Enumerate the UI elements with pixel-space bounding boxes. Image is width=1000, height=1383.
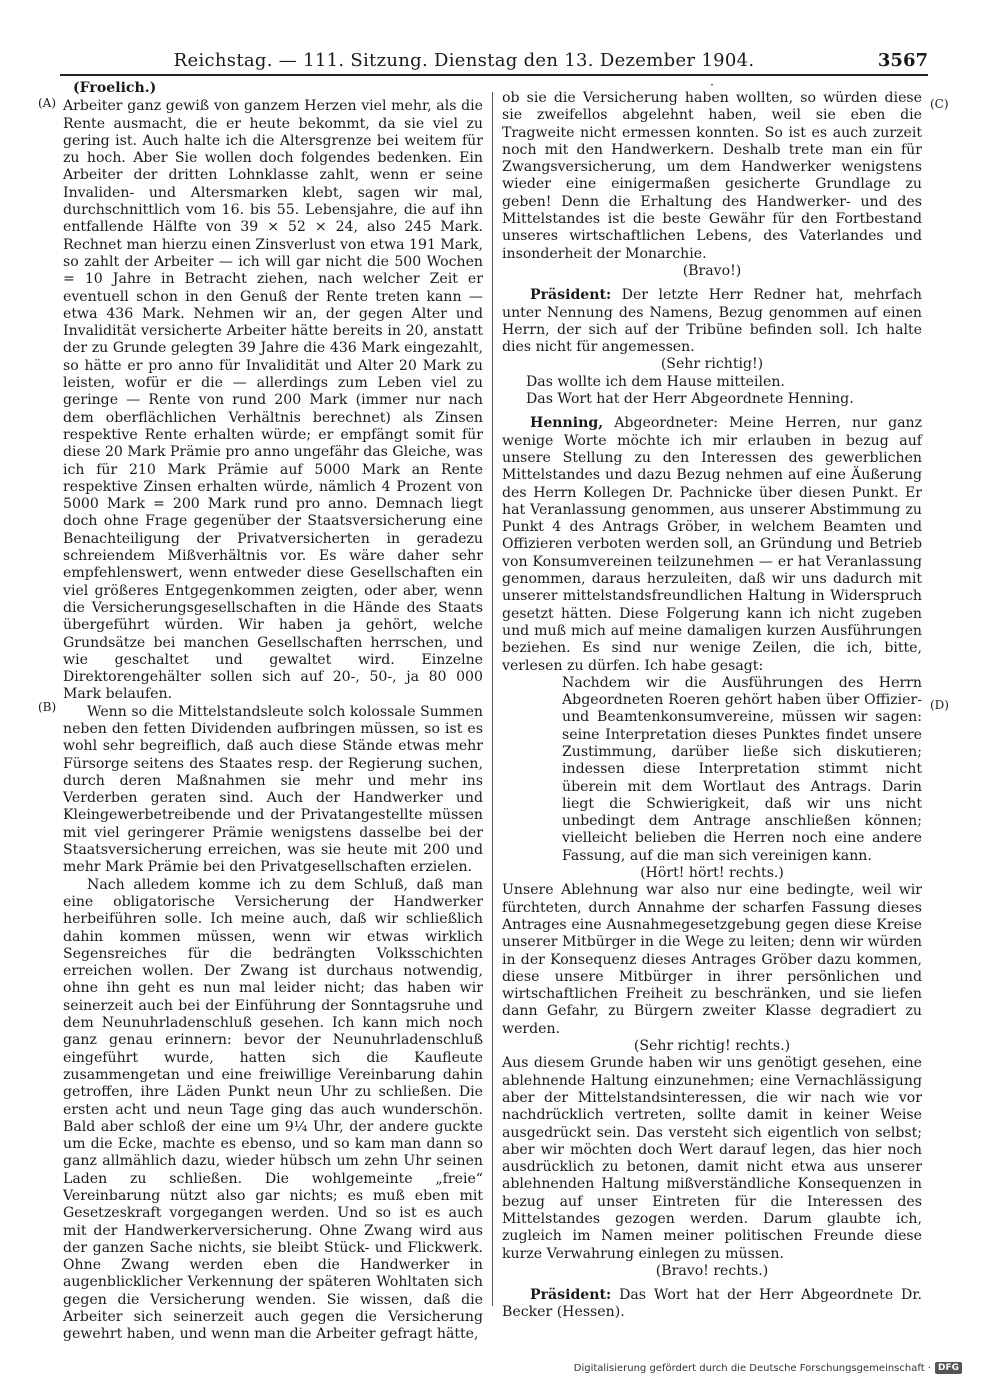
statement-text: Abgeordneter: Meine Herren, nur ganz wenige Worte möchte ich mir erlauben in bezug auf unsere Stellung zu den Interessen des gewerblichen Mittelstandes und dazu Bezug nehmen auf eine Äußerung des Herrn Kollegen Dr. Pachnicke über diesen Punkt. Er hat Veranlassung genommen, aus unserer Abstimmung zu Punkt 4 des Antrags Gröber, in welchem Beamten und Offizieren verboten werden soll, an Gründung und Betrieb von Konsumvereinen teilzunehmen — er hat Veranlassung genommen, daraus herzuleiten, daß wir uns dadurch mit unserer mittelstandsfreundlichen Haltung in Widerspruch gesetzt hätten. Diese Folgerung kann ich nicht zugeben und muß mich auf meine damaligen kurzen Ausführungen beziehen. Es sind nur wenige Zeilen, die ich, bitte, verlesen zu dürfen. Ich habe gesagt:	[502, 415, 922, 674]
quotation: Nachdem wir die Ausführungen des Herrn Abgeordneten Roeren gehört haben über Offizier- und Beamtenkonsumvereine, müssen wir sagen: seine Interpretation dieses Punktes findet unsere Zustimmung, darüber ließe sich diskutieren; indessen diese Interpretation stimmt nicht überein mit dem Wortlaut des Antrags. Darin liegt die Schwierigkeit, daß wir uns nicht unbedingt dem Antrage anschließen können; vielleicht belieben die Herren noch eine andere Fassung, auf die man sich vereinigen kann.	[562, 674, 922, 864]
left-column	[63, 80, 483, 1344]
interjection: (Bravo! rechts.)	[655, 1262, 769, 1279]
interjection: (Bravo!)	[682, 262, 742, 279]
column-divider	[492, 92, 493, 1306]
paragraph: Aus diesem Grunde haben wir uns genötigt gesehen, eine ablehnende Haltung einzunehmen; eine Vernachlässigung aber der Mittelstandsinteressen, die wir nach wie vor nachdrücklich vertreten, sollte damit in keiner Weise ausgedrückt sein. Das versteht sich eigentlich von selbst; aber wir möchten doch Wert darauf legen, das hier noch ausdrücklich zu betonen, damit nicht etwa aus unserer ablehnenden Haltung mißverständliche Konsequenzen in bezug auf unser Eintreten für die Interessen des Mittelstandes gezogen werden. Darum glaubte ich, zugleich im Namen meiner politischen Freunde diese kurze Verwahrung einlegen zu müssen.	[502, 1055, 922, 1262]
paragraph: Nach alledem komme ich zu dem Schluß, daß man eine obligatorische Versicherung der Handwerker herbeiführen solle. Ich meine auch, daß wir schließlich dahin kommen müssen, wenn wir etwas wirklich Segensreiches für die bedrängten Volksschichten erreichen wollen. Der Zwang ist durchaus notwendig, ohne ihn geht es nun mal leider nicht; das haben wir seinerzeit auch bei der Einführung der Sonntagsruhe und dem Neunuhrladenschluß gesehen. Ich kann mich noch ganz genau erinnern: bevor der Neunuhrladenschluß eingeführt wurde, hatten sich die Kaufleute zusammengetan und eine freiwillige Vereinbarung dahin getroffen, ihre Läden Punkt neun Uhr zu schließen. Die ersten acht und neun Tage ging das auch wunderschön. Bald aber schloß der eine um 9¼ Uhr, der andere guckte um die Ecke, machte es ebenso, und so kam man dann so ganz allmählich dazu, wieder hübsch um zehn Uhr seinen Laden zu schließen. Die wohlgemeinte „freie“ Vereinbarung nützt also gar nichts; es muß eben mit Gesetzeskraft vorgegangen werden. Und so ist es auch mit der Handwerkerversicherung. Ohne Zwang wird aus der ganzen Sache nichts, sie bleibt Stück- und Flickwerk. Ohne Zwang werden eben die Handwerker in augenblicklicher Verkennung der späteren Wohltaten sich gegen die Versicherung wenden. Sie wissen, daß die Arbeiter sich seinerzeit auch gegen die Versicherung gewehrt haben, und wenn man die Arbeiter gefragt hätte,	[63, 876, 483, 1343]
paragraph: Das Wort hat der Herr Abgeordnete Henning.	[526, 391, 854, 408]
page-header	[60, 50, 928, 76]
speech	[502, 415, 922, 674]
credit-text: Digitalisierung gefördert durch die Deutsche Forschungsgemeinschaft ·	[573, 1362, 931, 1374]
margin-marker-c: (C)	[930, 97, 949, 111]
president-statement	[502, 287, 922, 356]
speaker-name: Henning,	[530, 415, 604, 432]
speaker-continuation: (Froelich.)	[73, 80, 157, 96]
interjection: (Sehr richtig! rechts.)	[633, 1038, 791, 1055]
interjection: (Sehr richtig!)	[660, 356, 764, 373]
margin-marker-d: (D)	[930, 698, 949, 712]
paragraph: Das wollte ich dem Hause mitteilen.	[526, 373, 785, 390]
president-statement	[502, 1287, 922, 1322]
speaker-name: Präsident:	[530, 1287, 612, 1304]
paragraph: ob sie die Versicherung haben wollten, so würden diese sie zweifellos abgelehnt haben, weil sie eben die Tragweite nicht ermessen konnten. So ist es auch zurzeit noch mit den Handwerkern. Deshalb trete man ein für Zwangsversicherung, um dem Handwerker wenigstens wieder eine einigermaßen gesicherte Grundlage zu geben! Denn die Erhaltung des Handwerker- und des Mittelstandes ist die beste Gewähr für den Fortbestand unseres wirtschaftlichen Lebens, des Vaterlandes und insonderheit der Monarchie.	[502, 90, 922, 262]
running-title: Reichstag. — 111. Sitzung. Dienstag den 13. Dezember 1904.	[173, 50, 755, 71]
interjection: (Hört! hört! rechts.)	[640, 865, 784, 882]
statement-text: Das Wort hat der Herr Abgeordnete Dr. Becker (Hessen).	[502, 1287, 922, 1321]
digitization-credit	[574, 1362, 962, 1374]
paragraph: Unsere Ablehnung war also nur eine bedingte, weil wir fürchteten, durch Annahme der scharfen Fassung dieses Antrages eine Ausnahmegesetzgebung gegen diese Kreise unserer Mitbürger in die Wege zu leiten; denn wir würden in der Konsequenz dieses Antrages Gröber dazu kommen, diese unsere Mitbürger in ihrer persönlichen und wirtschaftlichen Freiheit zu beschränken, und sie liefen dann Gefahr, zu Bürgern zweiter Klasse degradiert zu werden.	[502, 882, 922, 1037]
right-column	[502, 80, 922, 1322]
paragraph: Arbeiter ganz gewiß von ganzem Herzen viel mehr, als die Rente ausmacht, die er heute bekommt, da sie viel zu gering ist. Auch halte ich die Altersgrenze bei weitem für zu hoch. Aber Sie wollen doch folgendes bedenken. Ein Arbeiter der dritten Lohnklasse zahlt, wenn er seine Invaliden- und Altersmarken klebt, sagen wir mal, durchschnittlich vom 16. bis 55. Lebensjahre, die auf ihn entfallende Hälfte von 39 × 52 × 24, also 245 Mark. Rechnet man hierzu einen Zinsverlust von etwa 191 Mark, so zahlt der Arbeiter — ich will gar nicht die 500 Wochen = 10 Jahre in Betracht ziehen, nach welcher Zeit er eventuell schon in den Genuß der Rente treten kann — etwa 436 Mark. Nehmen wir an, der gegen Alter und Invalidität versicherte Arbeiter hätte bereits in 20, anstatt der zu Grunde gelegten 39 Jahre die 436 Mark eingezahlt, so hätte er pro anno für Invalidität und Alter 20 Mark zu leisten, wofür er die — allerdings zum Leben viel zu geringe — Rente von rund 200 Mark (immer nur nach dem oberflächlichen Verhältnis berechnet) als Zinsen respektive Rente erhalten würde; er empfängt somit für diese 20 Mark Prämie pro anno ungefähr das Gleiche, was ich für 210 Mark Prämie auf 5000 Mark an Rente respektive Zinsen erhalten würde, nämlich 4 Prozent von 5000 Mark = 200 Mark rund pro anno. Demnach liegt doch ohne Frage gegenüber der Staatsversicherung eine Benachteiligung der Privatversicherten in geradezu schreiendem Mißverhältnis vor. Es wäre daher sehr empfehlenswert, wenn entweder diese Gesellschaften ein viel größeres Entgegenkommen zeigten, oder aber, wenn die Versicherungsgesellschaften in die Hände des Staats übergeführt würden. Wir haben ja gehört, welche Grundsätze bei manchen Gesellschaften herrschen, und wie geschaltet und gewaltet wird. Einzelne Direktorengehälter sollen sich auf 20-, 50-, ja 80 000 Mark belaufen.	[63, 98, 483, 703]
speaker-name: Präsident:	[530, 287, 612, 304]
margin-marker-b: (B)	[38, 700, 57, 714]
dfg-logo: DFG	[935, 1362, 962, 1374]
paragraph: Wenn so die Mittelstandsleute solch kolossale Summen neben den fetten Dividenden aufbringen müssen, so ist es wohl sehr begreiflich, daß auch diese Stände etwas mehr Fürsorge seitens des Staates resp. der Regierung suchen, durch deren Maßnahmen sie mehr und mehr ins Verderben geraten sind. Auch der Handwerker und Kleingewerbetreibende und der Privatangestellte müssen mit viel geringerer Prämie wenigstens dasselbe bei der Staatsversicherung erreichen, was sie heute mit 200 und mehr Mark Prämie bei den Privatgesellschaften erzielen.	[63, 703, 483, 876]
dot-mark: ·	[710, 78, 714, 92]
margin-marker-a: (A)	[38, 96, 57, 110]
page-number: 3567	[877, 50, 928, 71]
statement-text: Der letzte Herr Redner hat, mehrfach unter Nennung des Namens, Bezug genommen auf einen Herrn, der sich auf der Tribüne befinden soll. Ich halte dies nicht für angemessen.	[502, 287, 923, 356]
